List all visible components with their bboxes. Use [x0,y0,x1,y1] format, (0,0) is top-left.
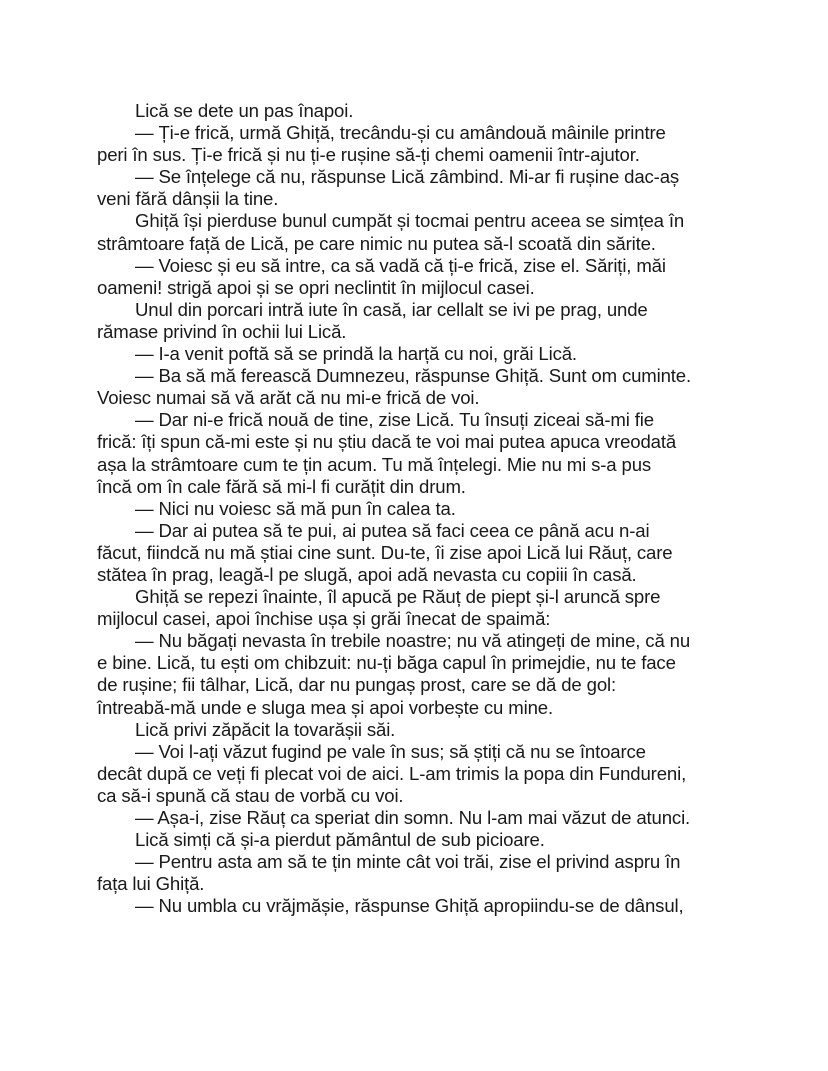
text-line: încă om în cale fără să mi-l fi curățit din drum. [97,475,466,497]
text-line: strâmtoare față de Lică, pe care nimic nu putea să-l scoată din sărite. [97,232,656,254]
text-line: Unul din porcari intră iute în casă, iar cellalt se ivi pe prag, unde [135,298,648,320]
text-line: — Nici nu voiesc să mă pun în calea ta. [135,497,456,519]
text-line: Lică privi zăpăcit la tovarășii săi. [135,718,396,740]
text-line: peri în sus. Ți-e frică și nu ți-e rușine să-ți chemi oamenii într-ajutor. [97,144,640,166]
text-line: Ghiță își pierduse bunul cumpăt și tocmai pentru aceea se simțea în [135,210,685,232]
text-line: Lică se dete un pas înapoi. [135,100,354,121]
text-line: — Nu băgați nevasta în trebile noastre; nu vă atingeți de mine, că nu [135,630,691,652]
text-line: mijlocul casei, apoi închise ușa și grăi înecat de spaimă: [97,608,551,630]
text-line: — I-a venit poftă să se prindă la harță cu noi, grăi Lică. [135,343,577,365]
text-line: — Voi l-ați văzut fugind pe vale în sus; să știți că nu se întoarce [135,740,646,762]
text-line: întreabă-mă unde e sluga mea și apoi vorbește cu mine. [97,696,553,718]
text-line: Lică simți că și-a pierdut pământul de sub picioare. [135,829,545,851]
text-line: frică: îți spun că-mi este și nu știu dacă te voi mai putea apuca vreodată [97,431,677,453]
text-line: — Dar ni-e frică nouă de tine, zise Lică. Tu însuți ziceai să-mi fie [135,409,654,431]
text-line: stătea în prag, leagă-l pe slugă, apoi adă nevasta cu copiii în casă. [97,563,637,585]
text-line: așa la strâmtoare cum te țin acum. Tu mă înțelegi. Mie nu mi s-a pus [97,453,652,475]
text-line: oameni! strigă apoi și se opri neclintit în mijlocul casei. [97,276,535,298]
text-line: de rușine; fii tâlhar, Lică, dar nu pungaș prost, care se dă de gol: [97,674,617,696]
text-line: făcut, fiindcă nu mă știai cine sunt. Du-te, îi zise apoi Lică lui Răuț, care [97,541,673,563]
text-line: decât după ce veți fi plecat voi de aici. L-am trimis la popa din Fundureni, [97,762,687,784]
text-line: — Se înțelege că nu, răspunse Lică zâmbind. Mi-ar fi rușine dac-aș [135,166,680,188]
text-line: — Voiesc și eu să intre, ca să vadă că ți-e frică, zise el. Săriți, măi [135,254,666,276]
text-line: veni fără dânșii la tine. [97,188,279,210]
document-page [97,100,737,917]
text-line: fața lui Ghiță. [97,873,205,895]
text-line: rămase privind în ochii lui Lică. [97,320,347,342]
text-line: Ghiță se repezi înainte, îl apucă pe Răuț de piept și-l aruncă spre [135,586,661,608]
text-line: — Nu umbla cu vrăjmășie, răspunse Ghiță apropiindu-se de dânsul, [135,895,684,917]
text-line: — Așa-i, zise Răuț ca speriat din somn. Nu l-am mai văzut de atunci. [135,807,691,828]
text-line: e bine. Lică, tu ești om chibzuit: nu-ți băga capul în primejdie, nu te face [97,652,676,674]
text-line: ca să-i spună că stau de vorbă cu voi. [97,784,404,806]
text-line: Voiesc numai să vă arăt că nu mi-e frică de voi. [97,387,480,409]
text-line: — Ți-e frică, urmă Ghiță, trecându-și cu amândouă mâinile printre [135,122,666,144]
text-line: — Ba să mă ferească Dumnezeu, răspunse Ghiță. Sunt om cuminte. [135,365,692,387]
text-line: — Dar ai putea să te pui, ai putea să faci ceea ce până acu n-ai [135,519,650,541]
text-line: — Pentru asta am să te țin minte cât voi trăi, zise el privind aspru în [135,851,681,873]
